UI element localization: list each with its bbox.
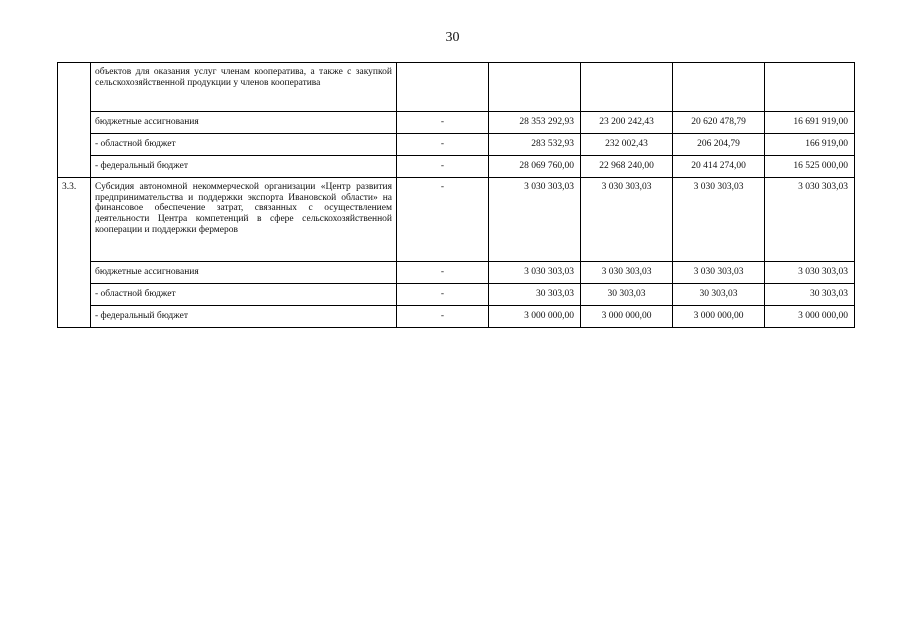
row-description: бюджетные ассигнования <box>91 262 397 284</box>
row-dash: - <box>397 178 489 262</box>
row-dash: - <box>397 156 489 178</box>
row-value-2 <box>581 63 673 112</box>
row-value-1 <box>489 63 581 112</box>
row-value-4: 30 303,03 <box>765 284 855 306</box>
row-description: - федеральный бюджет <box>91 306 397 328</box>
table-row <box>58 134 855 156</box>
row-dash: - <box>397 306 489 328</box>
row-value-4: 3 030 303,03 <box>765 262 855 284</box>
table-row <box>58 306 855 328</box>
table-row <box>58 156 855 178</box>
row-value-3: 206 204,79 <box>673 134 765 156</box>
row-description: - областной бюджет <box>91 284 397 306</box>
row-value-3: 3 030 303,03 <box>673 178 765 262</box>
row-value-2: 3 000 000,00 <box>581 306 673 328</box>
row-value-4: 16 525 000,00 <box>765 156 855 178</box>
row-dash: - <box>397 262 489 284</box>
row-value-4: 16 691 919,00 <box>765 112 855 134</box>
row-value-2: 232 002,43 <box>581 134 673 156</box>
row-description: Субсидия автономной некоммерческой организации «Центр развития предпринимательства и поддержки экспорта Ивановской области» на финансовое обеспечение затрат, связанных с осуществлением деятельности Центра компетенций в сфере сельскохозяйственной кооперации и поддержки фермеров <box>91 178 397 262</box>
table-row <box>58 63 855 112</box>
row-dash: - <box>397 134 489 156</box>
row-value-1: 28 353 292,93 <box>489 112 581 134</box>
row-dash <box>397 63 489 112</box>
row-number-cell: 3.3. <box>58 178 91 328</box>
row-value-1: 28 069 760,00 <box>489 156 581 178</box>
row-description: бюджетные ассигнования <box>91 112 397 134</box>
row-value-3: 30 303,03 <box>673 284 765 306</box>
row-description: объектов для оказания услуг членам кооператива, а также с закупкой сельскохозяйственной продукции у членов кооператива <box>91 63 397 112</box>
row-description: - федеральный бюджет <box>91 156 397 178</box>
table-row <box>58 112 855 134</box>
table-row <box>58 262 855 284</box>
row-value-1: 3 030 303,03 <box>489 178 581 262</box>
row-value-3: 20 620 478,79 <box>673 112 765 134</box>
row-value-4 <box>765 63 855 112</box>
row-dash: - <box>397 112 489 134</box>
row-value-2: 22 968 240,00 <box>581 156 673 178</box>
row-value-3: 3 030 303,03 <box>673 262 765 284</box>
row-value-1: 283 532,93 <box>489 134 581 156</box>
table-row <box>58 178 855 262</box>
row-value-2: 3 030 303,03 <box>581 178 673 262</box>
row-value-2: 3 030 303,03 <box>581 262 673 284</box>
row-value-3: 3 000 000,00 <box>673 306 765 328</box>
row-number-cell <box>58 63 91 178</box>
row-value-3: 20 414 274,00 <box>673 156 765 178</box>
row-value-4: 166 919,00 <box>765 134 855 156</box>
row-value-3 <box>673 63 765 112</box>
row-value-4: 3 000 000,00 <box>765 306 855 328</box>
row-value-2: 23 200 242,43 <box>581 112 673 134</box>
row-value-4: 3 030 303,03 <box>765 178 855 262</box>
budget-table <box>57 62 855 328</box>
row-value-1: 3 000 000,00 <box>489 306 581 328</box>
row-value-2: 30 303,03 <box>581 284 673 306</box>
table-row <box>58 284 855 306</box>
page-number: 30 <box>445 30 460 45</box>
row-value-1: 3 030 303,03 <box>489 262 581 284</box>
row-dash: - <box>397 284 489 306</box>
row-description: - областной бюджет <box>91 134 397 156</box>
row-value-1: 30 303,03 <box>489 284 581 306</box>
